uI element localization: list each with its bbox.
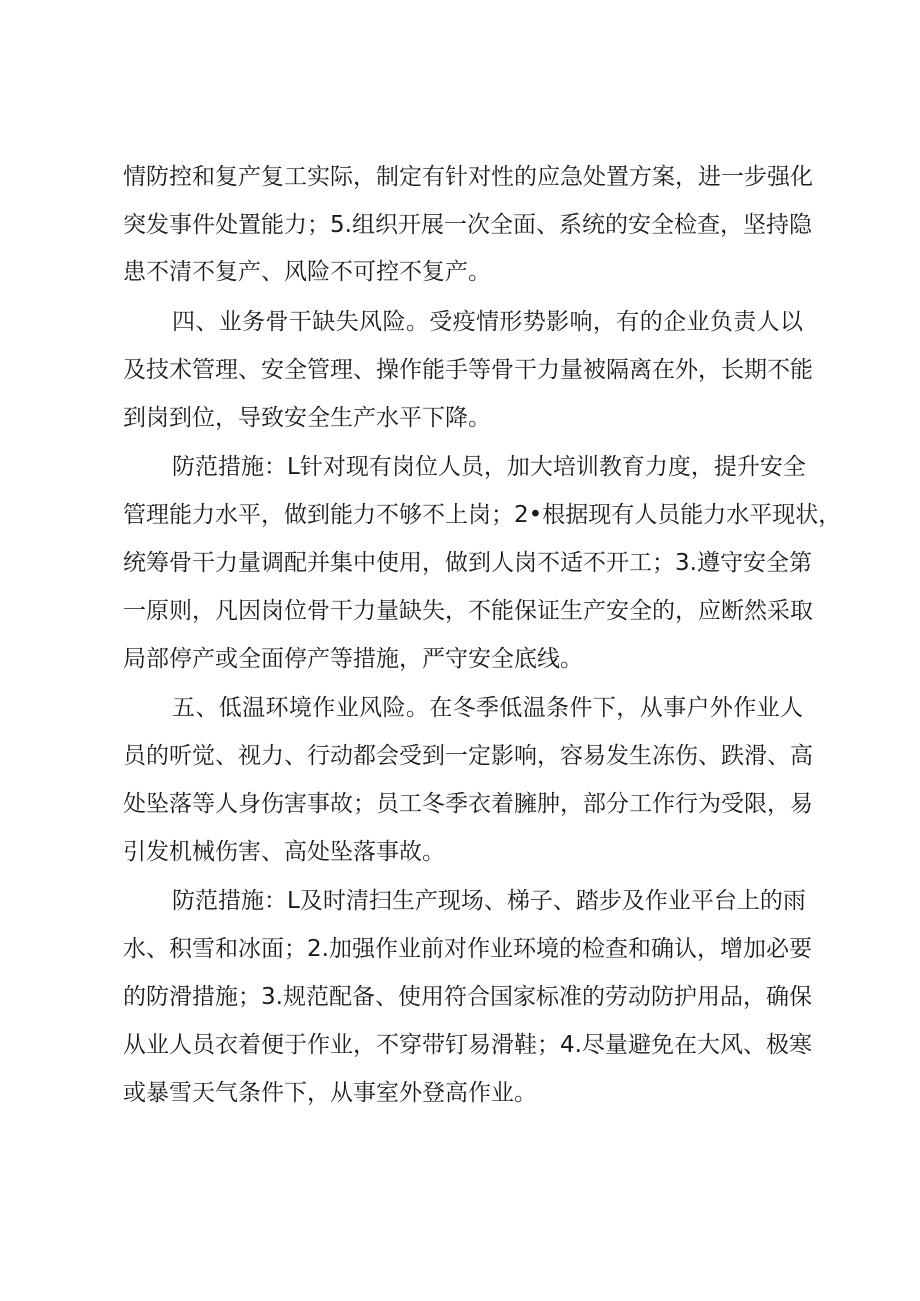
paragraph-heading-line: 四、业务骨干缺失风险。受疫情形势影响，有的企业负责人以 — [172, 309, 803, 335]
measures-line: 防范措施：L及时清扫生产现场、梯子、踏步及作业平台上的雨 — [172, 888, 806, 914]
text-line: 到岗到位，导致安全生产水平下降。 — [123, 405, 491, 431]
text-line: 引发机械伤害、高处坠落事故。 — [123, 839, 445, 865]
text-line: 处坠落等人身伤害事故；员工冬季衣着臃肿，部分工作行为受限，易 — [123, 791, 813, 817]
text-line: 统筹骨干力量调配并集中使用，做到人岗不适不开工；3.遵守安全第 — [123, 550, 812, 576]
text-line: 患不清不复产、风险不可控不复产。 — [123, 259, 491, 285]
text-line: 及技术管理、安全管理、操作能手等骨干力量被隔离在外，长期不能 — [123, 357, 813, 383]
text-line: 员的听觉、视力、行动都会受到一定影响，容易发生冻伤、跌滑、高 — [123, 743, 813, 769]
text-line: 的防滑措施；3.规范配备、使用符合国家标准的劳动防护用品，确保 — [123, 984, 812, 1010]
text-line: 水、积雪和冰面；2.加强作业前对作业环境的检查和确认，增加必要 — [123, 936, 812, 962]
text-line: 局部停产或全面停产等措施，严守安全底线。 — [123, 646, 583, 672]
text-line: 或暴雪天气条件下，从事室外登高作业。 — [123, 1080, 537, 1106]
text-line: 从业人员衣着便于作业，不穿带钉易滑鞋；4.尽量避免在大风、极寒 — [123, 1032, 812, 1058]
text-line: 突发事件处置能力；5.组织开展一次全面、系统的安全检查，坚持隐 — [123, 212, 812, 238]
text-line: 管理能力水平，做到能力不够不上岗；2•根据现有人员能力水平现状， — [123, 502, 842, 528]
paragraph-heading-line: 五、低温环境作业风险。在冬季低温条件下，从事户外作业人 — [172, 695, 803, 721]
text-line: 情防控和复产复工实际，制定有针对性的应急处置方案，进一步强化 — [123, 164, 813, 190]
measures-line: 防范措施：L针对现有岗位人员，加大培训教育力度，提升安全 — [172, 454, 806, 480]
text-line: 一原则，凡因岗位骨干力量缺失，不能保证生产安全的，应断然采取 — [123, 598, 813, 624]
